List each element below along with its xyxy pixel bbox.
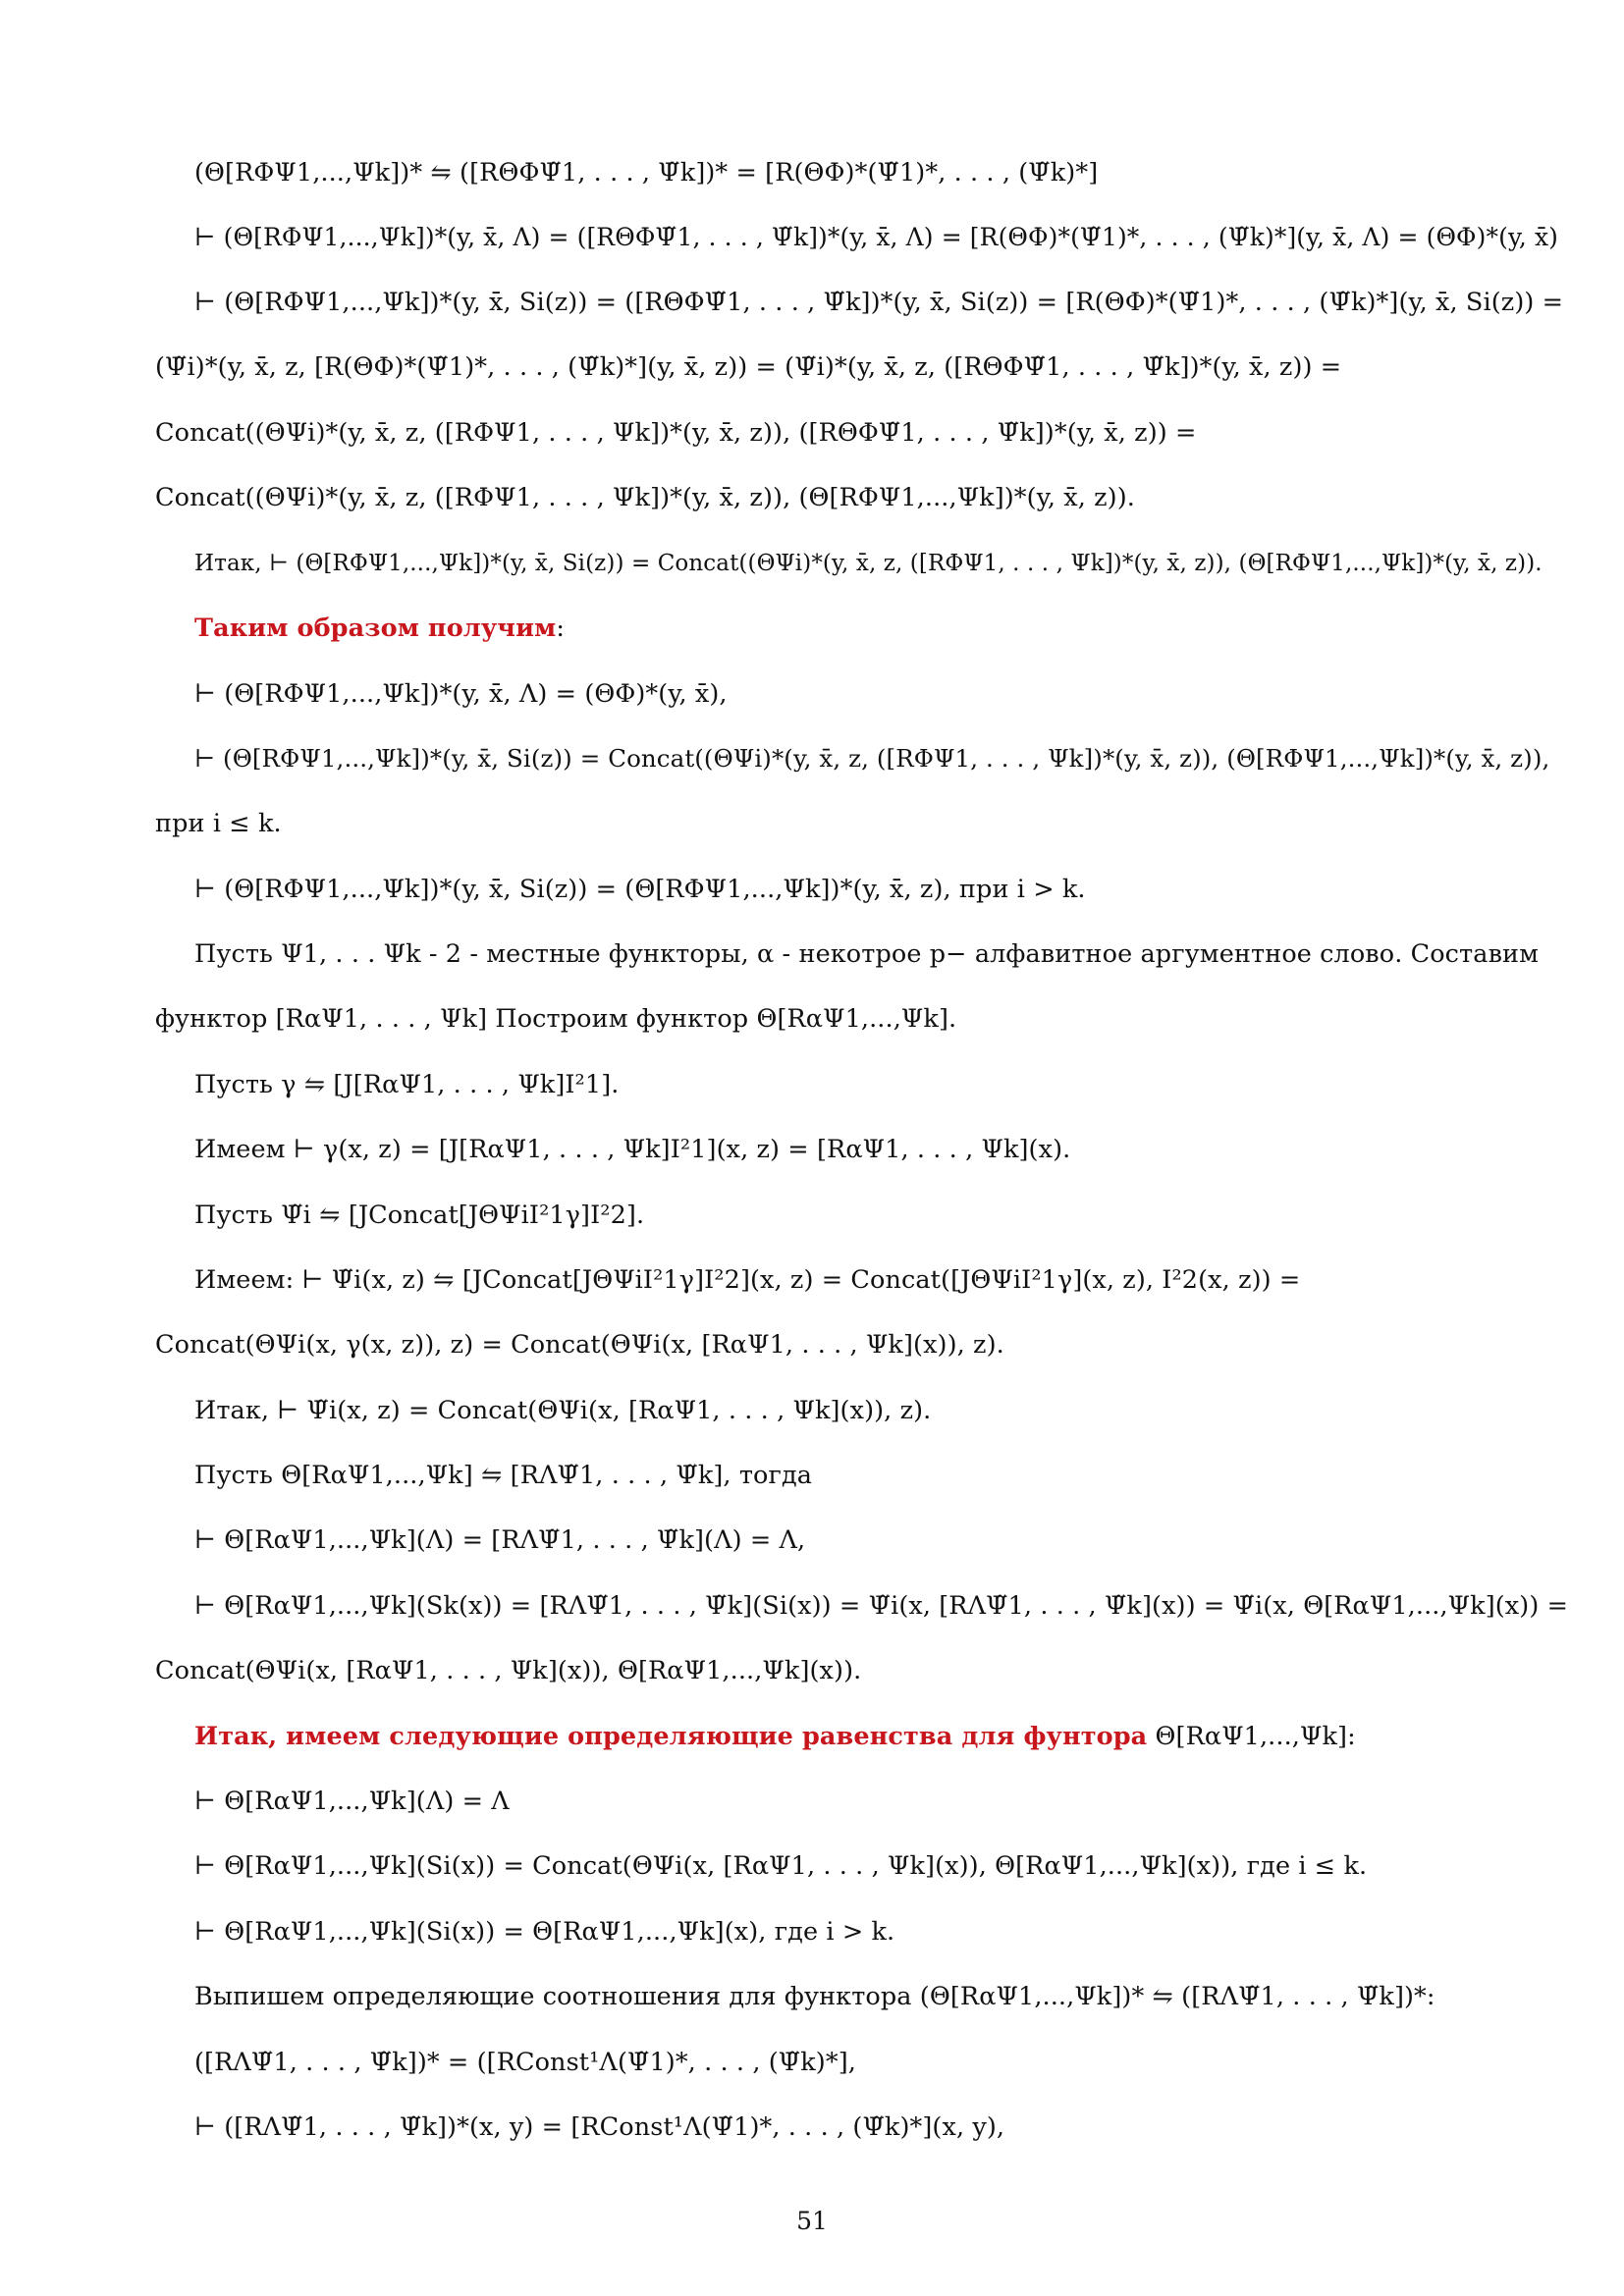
section-heading (194, 1721, 1356, 1752)
equation-line: ⊢ (Θ[RΦΨ1,...,Ψk])*(y, x̄, Si(z)) = Concat((ΘΨi)*(y, x̄, z, ([RΦΨ1, . . . , Ψk])*(y, x̄, z)), (Θ[RΦΨ1,...,Ψk])*(y, x̄, z)), (194, 744, 1550, 773)
heading-text: Таким образом получим (194, 614, 557, 643)
equation-line: ⊢ Θ[RαΨ1,...,Ψk](Si(x)) = Θ[RαΨ1,...,Ψk](x), где i > k. (194, 1917, 895, 1947)
equation-line: ⊢ (Θ[RΦΨ1,...,Ψk])*(y, x̄, Λ) = (ΘΦ)*(y, x̄), (194, 679, 728, 709)
equation-line: Итак, ⊢ Ψ̃i(x, z) = Concat(ΘΨi(x, [RαΨ1, . . . , Ψk](x)), z). (194, 1396, 932, 1425)
equation-line: Имеем: ⊢ Ψ̃i(x, z) ⇋ [JConcat[JΘΨiI²1γ]I²2](x, z) = Concat([JΘΨiI²1γ](x, z), I²2(x, z)) = (194, 1265, 1301, 1295)
equation-line: Concat((ΘΨi)*(y, x̄, z, ([RΦΨ1, . . . , Ψk])*(y, x̄, z)), ([RΘΦΨ̃1, . . . , Ψ̃k])*(y, x̄, z)) = (155, 418, 1197, 448)
text-line: при i ≤ k. (155, 809, 282, 838)
page-number: 51 (796, 2207, 828, 2235)
text-line: Пусть Ψ1, . . . Ψk - 2 - местные функторы, α - некотрое p− алфавитное аргументное слово. Составим (194, 939, 1540, 969)
equation-line: ⊢ (Θ[RΦΨ1,...,Ψk])*(y, x̄, Si(z)) = (Θ[RΦΨ1,...,Ψk])*(y, x̄, z), при i > k. (194, 875, 1086, 904)
equation-line: Пусть γ ⇋ [J[RαΨ1, . . . , Ψk]I²1]. (194, 1070, 620, 1099)
equation-line: Пусть Ψ̃i ⇋ [JConcat[JΘΨiI²1γ]I²2]. (194, 1201, 645, 1230)
equation-line: ([RΛΨ̃1, . . . , Ψ̃k])* = ([RConst¹Λ(Ψ̃1)*, . . . , (Ψ̃k)*], (194, 2048, 856, 2077)
text-line: функтор [RαΨ1, . . . , Ψk] Построим функтор Θ[RαΨ1,...,Ψk]. (155, 1004, 957, 1034)
equation-line: Concat((ΘΨi)*(y, x̄, z, ([RΦΨ1, . . . , Ψk])*(y, x̄, z)), (Θ[RΦΨ1,...,Ψk])*(y, x̄, z)). (155, 483, 1135, 512)
equation-line: Concat(ΘΨi(x, γ(x, z)), z) = Concat(ΘΨi(x, [RαΨ1, . . . , Ψk](x)), z). (155, 1330, 1004, 1360)
equation-line: Пусть Θ[RαΨ1,...,Ψk] ⇋ [RΛΨ̃1, . . . , Ψ̃k], тогда (194, 1461, 813, 1490)
equation-line: (Ψ̃i)*(y, x̄, z, [R(ΘΦ)*(Ψ̃1)*, . . . , (Ψ̃k)*](y, x̄, z)) = (Ψ̃i)*(y, x̄, z, ([RΘΦΨ̃1, . . . , Ψ̃k])*(y, x̄, z)) = (155, 352, 1342, 382)
equation-line: ⊢ (Θ[RΦΨ1,...,Ψk])*(y, x̄, Λ) = ([RΘΦΨ̃1, . . . , Ψ̃k])*(y, x̄, Λ) = [R(ΘΦ)*(Ψ̃1)*, . . . , (Ψ̃k)*](y, x̄, Λ) = (ΘΦ)*(y, x̄) (194, 223, 1558, 251)
heading-functor: Θ[RαΨ1,...,Ψk]: (1155, 1722, 1356, 1751)
equation-line: ⊢ Θ[RαΨ1,...,Ψk](Sk(x)) = [RΛΨ̃1, . . . , Ψ̃k](Si(x)) = Ψ̃i(x, [RΛΨ̃1, . . . , Ψ̃k](x)) = Ψ̃i(x, Θ[RαΨ1,...,Ψk](x)) = (194, 1591, 1569, 1621)
heading-text: Итак, имеем следующие определяющие равенства для фунтора (194, 1722, 1148, 1751)
equation-line: ⊢ Θ[RαΨ1,...,Ψk](Λ) = [RΛΨ̃1, . . . , Ψ̃k](Λ) = Λ, (194, 1525, 806, 1555)
heading-colon: : (556, 614, 566, 643)
equation-line: ⊢ Θ[RαΨ1,...,Ψk](Si(x)) = Concat(ΘΨi(x, [RαΨ1, . . . , Ψk](x)), Θ[RαΨ1,...,Ψk](x)), где i ≤ k. (194, 1851, 1368, 1881)
equation-line: (Θ[RΦΨ1,...,Ψk])* ⇋ ([RΘΦΨ̃1, . . . , Ψ̃k])* = [R(ΘΦ)*(Ψ̃1)*, . . . , (Ψ̃k)*] (194, 158, 1099, 187)
section-heading (194, 613, 565, 644)
text-line: Выпишем определяющие соотношения для функтора (Θ[RαΨ1,...,Ψk])* ⇋ ([RΛΨ̃1, . . . , Ψ̃k])*: (194, 1982, 1435, 2011)
equation-line: ⊢ (Θ[RΦΨ1,...,Ψk])*(y, x̄, Si(z)) = ([RΘΦΨ̃1, . . . , Ψ̃k])*(y, x̄, Si(z)) = [R(ΘΦ)*(Ψ̃1)*, . . . , (Ψ̃k)*](y, x̄, Si(z)) = (194, 288, 1564, 317)
equation-line: ⊢ ([RΛΨ̃1, . . . , Ψ̃k])*(x, y) = [RConst¹Λ(Ψ̃1)*, . . . , (Ψ̃k)*](x, y), (194, 2112, 1005, 2142)
equation-line: Concat(ΘΨi(x, [RαΨ1, . . . , Ψk](x)), Θ[RαΨ1,...,Ψk](x)). (155, 1656, 862, 1685)
equation-line: Имеем ⊢ γ(x, z) = [J[RαΨ1, . . . , Ψk]I²1](x, z) = [RαΨ1, . . . , Ψk](x). (194, 1135, 1071, 1164)
equation-line: ⊢ Θ[RαΨ1,...,Ψk](Λ) = Λ (194, 1787, 510, 1816)
equation-line: Итак, ⊢ (Θ[RΦΨ1,...,Ψk])*(y, x̄, Si(z)) = Concat((ΘΨi)*(y, x̄, z, ([RΦΨ1, . . . , Ψk])*(y, x̄, z)), (Θ[RΦΨ1,...,Ψk])*(y, x̄, z)). (194, 551, 1543, 576)
